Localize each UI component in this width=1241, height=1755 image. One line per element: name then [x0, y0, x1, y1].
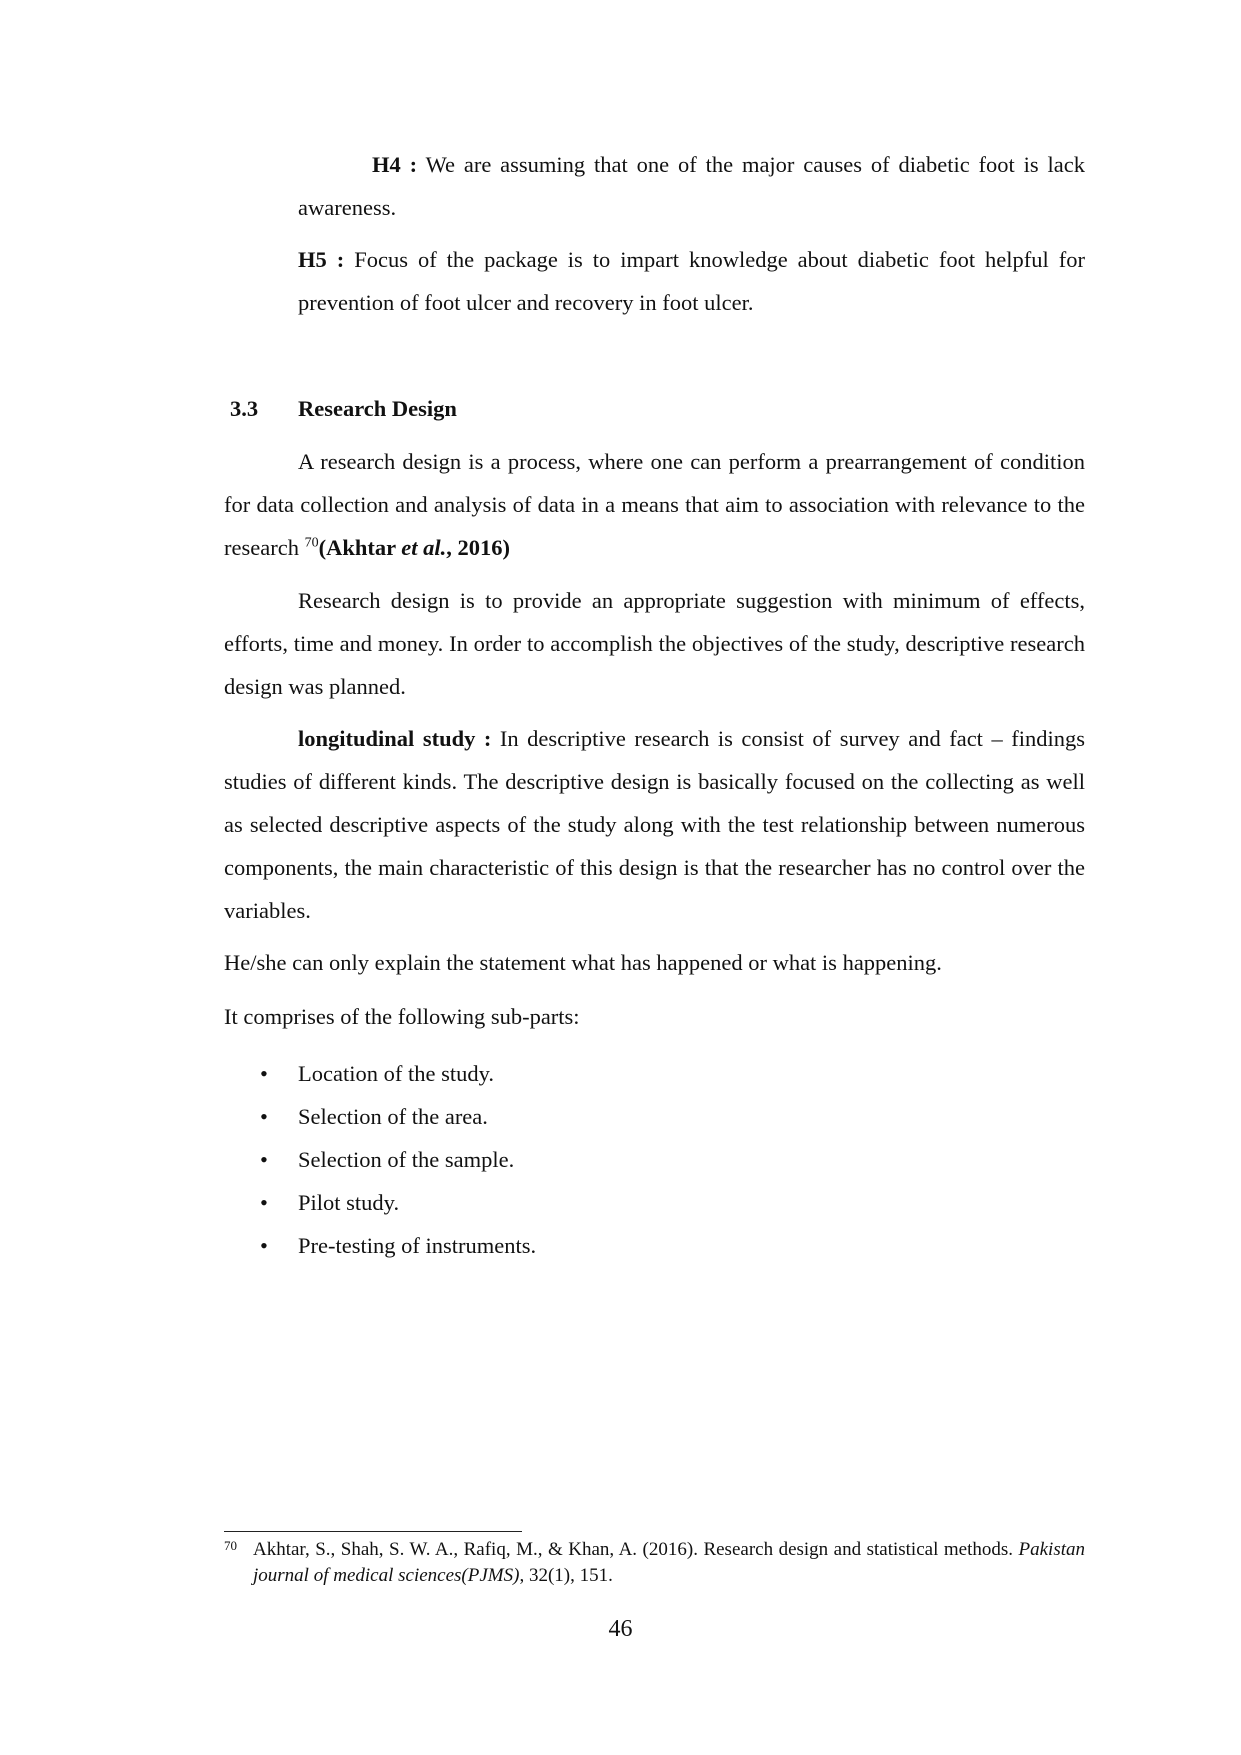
- paragraph-text: It comprises of the following sub-parts:: [224, 1004, 580, 1029]
- paragraph-text: A research design is a process, where one can perform a prearrangement of condition for data collection and analysis of data in a means that aim to association with relevance to the research: [224, 449, 1085, 560]
- hypothesis-h5-label: H5 :: [298, 247, 345, 272]
- section-number: 3.3: [230, 396, 259, 421]
- footnote-reference: 70: [304, 535, 319, 551]
- list-item-text: Location of the study.: [298, 1061, 494, 1086]
- paragraph-research-design-purpose: [224, 579, 1085, 708]
- paragraph-subparts-intro: [224, 995, 1085, 1038]
- list-item: [224, 1138, 1085, 1181]
- subparts-list: [224, 1052, 1085, 1267]
- paragraph-text: He/she can only explain the statement what has happened or what is happening.: [224, 950, 942, 975]
- citation-author: (Akhtar: [318, 535, 402, 560]
- list-item-text: Selection of the sample.: [298, 1147, 515, 1172]
- footnote: [224, 1537, 1085, 1589]
- footnote-journal: Pakistan journal of medical sciences(PJMS): [253, 1539, 1085, 1586]
- hypothesis-h5-text: Focus of the package is to impart knowledge about diabetic foot helpful for prevention of foot ulcer and recovery in foot ulcer.: [298, 247, 1086, 315]
- bullet-icon: •: [260, 1147, 268, 1172]
- hypothesis-h5: [298, 238, 1085, 324]
- hypothesis-h4: [298, 143, 1085, 229]
- list-item-text: Pre-testing of instruments.: [298, 1233, 537, 1258]
- bullet-icon: •: [260, 1233, 268, 1258]
- footnote-text-part1: Akhtar, S., Shah, S. W. A., Rafiq, M., & Khan, A. (2016). Research design and statistical methods.: [253, 1539, 1019, 1560]
- paragraph-longitudinal-study: [224, 717, 1085, 932]
- footnote-text: [253, 1537, 1085, 1589]
- citation-year: , 2016): [446, 535, 511, 560]
- bullet-icon: •: [260, 1190, 268, 1215]
- bullet-icon: •: [260, 1104, 268, 1129]
- list-item: [224, 1052, 1085, 1095]
- hypothesis-h4-text: We are assuming that one of the major causes of diabetic foot is lack awareness.: [298, 152, 1085, 220]
- list-item: [224, 1181, 1085, 1224]
- citation: [319, 535, 510, 560]
- list-item-text: Selection of the area.: [298, 1104, 488, 1129]
- bullet-icon: •: [260, 1061, 268, 1086]
- list-item-text: Pilot study.: [298, 1190, 400, 1215]
- paragraph-research-design-definition: [224, 440, 1085, 569]
- longitudinal-study-label: longitudinal study :: [298, 726, 492, 751]
- footnote-text-part2: , 32(1), 151.: [519, 1565, 613, 1586]
- section-heading: [230, 392, 457, 426]
- section-title: Research Design: [298, 396, 457, 421]
- list-item: [224, 1095, 1085, 1138]
- footnote-divider: [224, 1531, 522, 1532]
- list-item: [224, 1224, 1085, 1267]
- citation-etal: et al.: [401, 535, 447, 560]
- hypothesis-h4-label: H4 :: [372, 152, 418, 177]
- paragraph-text: In descriptive research is consist of survey and fact – findings studies of different kinds. The descriptive design is basically focused on the collecting as well as selected descriptive aspects of the study along with the test relationship between numerous components, the main characteristic of this design is that the researcher has no control over the variables.: [224, 726, 1085, 923]
- page-number: 46: [608, 1616, 633, 1642]
- paragraph-explanation: [224, 941, 1085, 984]
- paragraph-text: Research design is to provide an appropriate suggestion with minimum of effects, efforts, time and money. In order to accomplish the objectives of the study, descriptive research design was planned.: [224, 588, 1085, 699]
- footnote-number: 70: [224, 1538, 237, 1553]
